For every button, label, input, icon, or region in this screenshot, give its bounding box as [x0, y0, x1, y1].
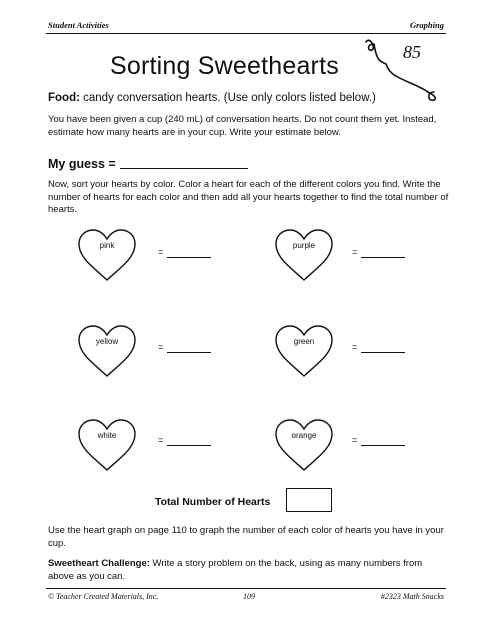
equals-sign: = — [352, 247, 358, 257]
white-count-blank[interactable] — [167, 445, 211, 446]
footer-copyright: © Teacher Created Materials, Inc. — [48, 592, 159, 601]
graph-note-paragraph: Use the heart graph on page 110 to graph the number of each color of hearts you have in your cup. — [48, 525, 444, 549]
orange-count-blank[interactable] — [361, 445, 405, 446]
header-section-label: Student Activities — [48, 20, 109, 30]
footer-book-id: #2323 Math Snacks — [380, 592, 444, 601]
heart-pink[interactable] — [76, 228, 138, 282]
heart-white[interactable] — [76, 418, 138, 472]
heart-label: pink — [99, 241, 115, 250]
heart-icon — [273, 228, 335, 282]
heart-icon — [76, 418, 138, 472]
heart-label: yellow — [95, 337, 119, 346]
food-label: Food: — [48, 92, 80, 104]
heart-purple[interactable] — [273, 228, 335, 282]
challenge-label: Sweetheart Challenge: — [48, 558, 150, 569]
page-title: Sorting Sweethearts — [110, 52, 339, 80]
pink-count-blank[interactable] — [167, 257, 211, 258]
page-number-badge: 85 — [403, 42, 421, 62]
footer-rule — [46, 588, 446, 589]
challenge-text: Write a story problem on the back, using as many numbers from above as you can. — [48, 558, 423, 582]
food-text: candy conversation hearts. (Use only colors listed below.) — [79, 92, 376, 104]
equals-sign: = — [158, 435, 164, 445]
heart-green[interactable] — [273, 324, 335, 378]
heart-orange[interactable] — [273, 418, 335, 472]
instructions-paragraph: Now, sort your hearts by color. Color a heart for each of the different colors you find. Write the number of hearts for each color and then add all your hearts together to find the total number of hearts. — [48, 179, 449, 216]
heart-yellow[interactable] — [76, 324, 138, 378]
heart-label: white — [97, 431, 117, 440]
total-hearts-label: Total Number of Hearts — [155, 496, 271, 508]
equals-sign: = — [352, 435, 358, 445]
equals-sign: = — [158, 247, 164, 257]
green-count-blank[interactable] — [361, 352, 405, 353]
equals-sign: = — [158, 342, 164, 352]
header-rule — [46, 33, 446, 34]
header-topic-label: Graphing — [409, 20, 444, 30]
intro-paragraph: You have been given a cup (240 mL) of conversation hearts. Do not count them yet. Instead, estimate how many hearts are in your cup. Write your estimate below. — [48, 114, 437, 138]
footer-page-number: 109 — [243, 592, 255, 601]
heart-icon — [76, 228, 138, 282]
purple-count-blank[interactable] — [361, 257, 405, 258]
heart-icon — [76, 324, 138, 378]
heart-label: green — [293, 337, 315, 346]
total-hearts-box[interactable] — [286, 488, 332, 512]
guess-label: My guess = — [48, 157, 116, 171]
food-line — [48, 92, 450, 105]
guess-blank[interactable] — [120, 168, 248, 169]
yellow-count-blank[interactable] — [167, 352, 211, 353]
heart-label: purple — [292, 241, 316, 250]
heart-icon — [273, 418, 335, 472]
guess-row — [48, 157, 248, 171]
heart-icon — [273, 324, 335, 378]
challenge-paragraph — [48, 558, 450, 583]
heart-label: orange — [291, 431, 317, 440]
equals-sign: = — [352, 342, 358, 352]
